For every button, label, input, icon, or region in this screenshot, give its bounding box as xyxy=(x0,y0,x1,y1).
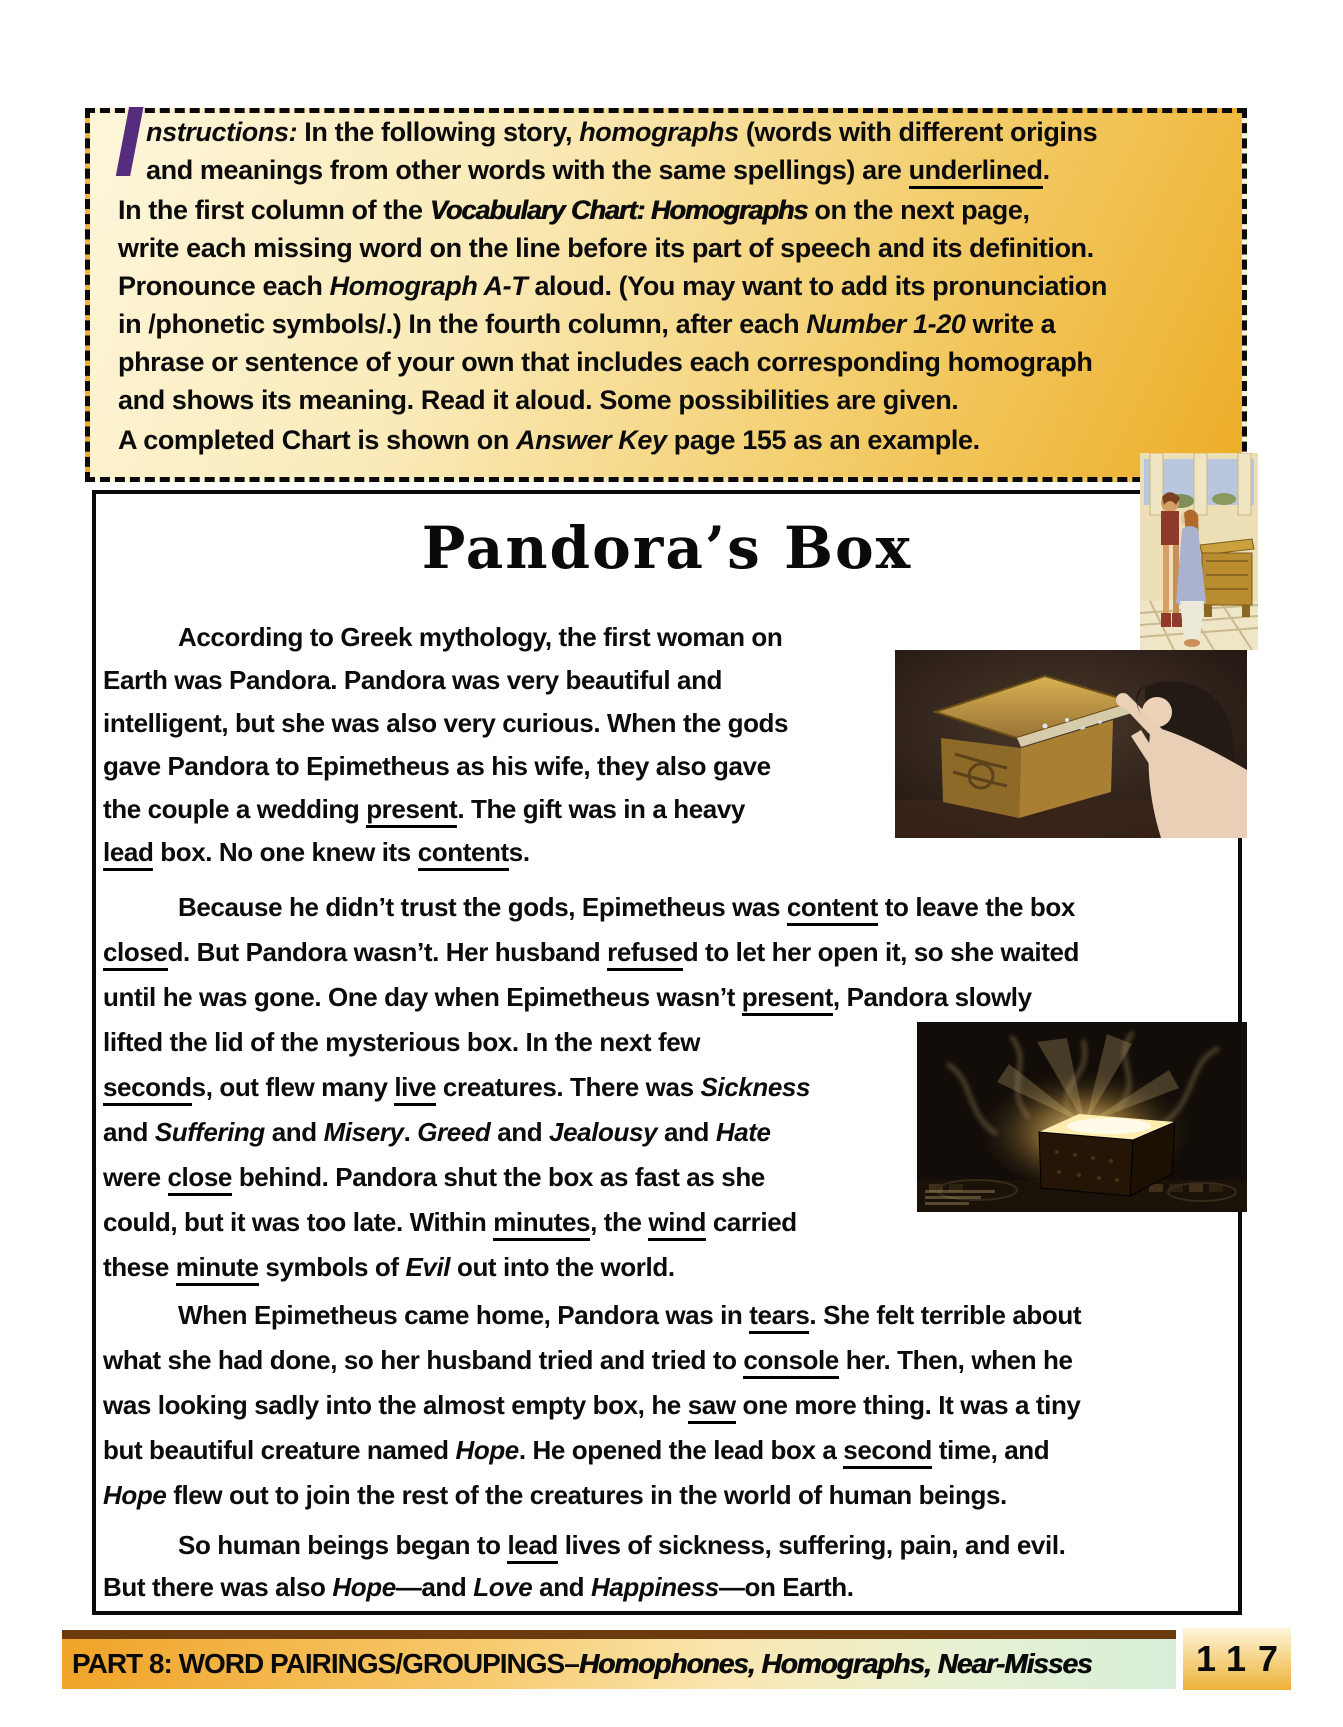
pandora-golden-casket-painting xyxy=(895,650,1247,838)
text-line: gave Pandora to Epimetheus as his wife, they also gave xyxy=(103,751,771,781)
text-line: nstructions: In the following story, homographs (words with different origins xyxy=(146,117,1098,147)
dropcap-i: I xyxy=(114,86,142,198)
footer-part-italic: Homophones, Homographs, Near-Misses xyxy=(578,1648,1092,1679)
epimetheus-pandora-illustration xyxy=(1140,453,1258,650)
text-line: the couple a wedding present. The gift was in a heavy xyxy=(103,794,745,825)
page-number-box xyxy=(1183,1628,1291,1690)
text-line: So human beings began to lead lives of sickness, suffering, pain, and evil. xyxy=(178,1530,1065,1561)
text-line: In the first column of the Vocabulary Chart: Homographs on the next page, xyxy=(118,195,1030,225)
text-line: Because he didn’t trust the gods, Epimetheus was content to leave the box xyxy=(178,892,1075,923)
text-line: When Epimetheus came home, Pandora was in tears. She felt terrible about xyxy=(178,1300,1081,1331)
text-line: could, but it was too late. Within minutes, the wind carried xyxy=(103,1207,797,1238)
text-line: intelligent, but she was also very curious. When the gods xyxy=(103,708,789,738)
footer-label xyxy=(72,1648,1091,1680)
text-line: Pronounce each Homograph A-T aloud. (You may want to add its pronunciation xyxy=(118,271,1107,301)
text-line: seconds, out flew many live creatures. There was Sickness xyxy=(103,1072,810,1103)
text-line: closed. But Pandora wasn’t. Her husband refused to let her open it, so she waited xyxy=(103,937,1079,968)
text-line: write each missing word on the line before its part of speech and its definition. xyxy=(118,233,1094,263)
footer-part-label: PART 8: WORD PAIRINGS/GROUPINGS– xyxy=(72,1648,579,1679)
text-line: Earth was Pandora. Pandora was very beautiful and xyxy=(103,665,723,695)
chest-releasing-spirits-image xyxy=(917,1022,1247,1212)
page-number: 117 xyxy=(1195,1638,1291,1679)
footer-brown-bar xyxy=(62,1630,1176,1639)
text-line: these minute symbols of Evil out into the world. xyxy=(103,1252,675,1283)
text-line: and meanings from other words with the same spellings) are underlined. xyxy=(146,155,1050,186)
text-line: and Suffering and Misery. Greed and Jealousy and Hate xyxy=(103,1117,771,1147)
text-line: According to Greek mythology, the first woman on xyxy=(178,622,783,652)
text-line: in /phonetic symbols/.) In the fourth column, after each Number 1-20 write a xyxy=(118,309,1056,339)
text-line: But there was also Hope—and Love and Happiness—on Earth. xyxy=(103,1572,854,1602)
text-line: lead box. No one knew its contents. xyxy=(103,837,530,868)
text-line: were close behind. Pandora shut the box as fast as she xyxy=(103,1162,765,1193)
text-line: was looking sadly into the almost empty box, he saw one more thing. It was a tiny xyxy=(103,1390,1080,1421)
text-line: lifted the lid of the mysterious box. In the next few xyxy=(103,1027,701,1057)
text-line: Hope flew out to join the rest of the creatures in the world of human beings. xyxy=(103,1480,1007,1510)
text-line: what she had done, so her husband tried and tried to console her. Then, when he xyxy=(103,1345,1073,1376)
text-line: and shows its meaning. Read it aloud. Some possibilities are given. xyxy=(118,385,959,415)
text-line: phrase or sentence of your own that includes each corresponding homograph xyxy=(118,347,1093,377)
text-line: A completed Chart is shown on Answer Key page 155 as an example. xyxy=(118,425,980,455)
story-title: Pandora’s Box xyxy=(421,514,913,582)
text-line: but beautiful creature named Hope. He opened the lead box a second time, and xyxy=(103,1435,1049,1466)
text-line: until he was gone. One day when Epimetheus wasn’t present, Pandora slowly xyxy=(103,982,1032,1013)
